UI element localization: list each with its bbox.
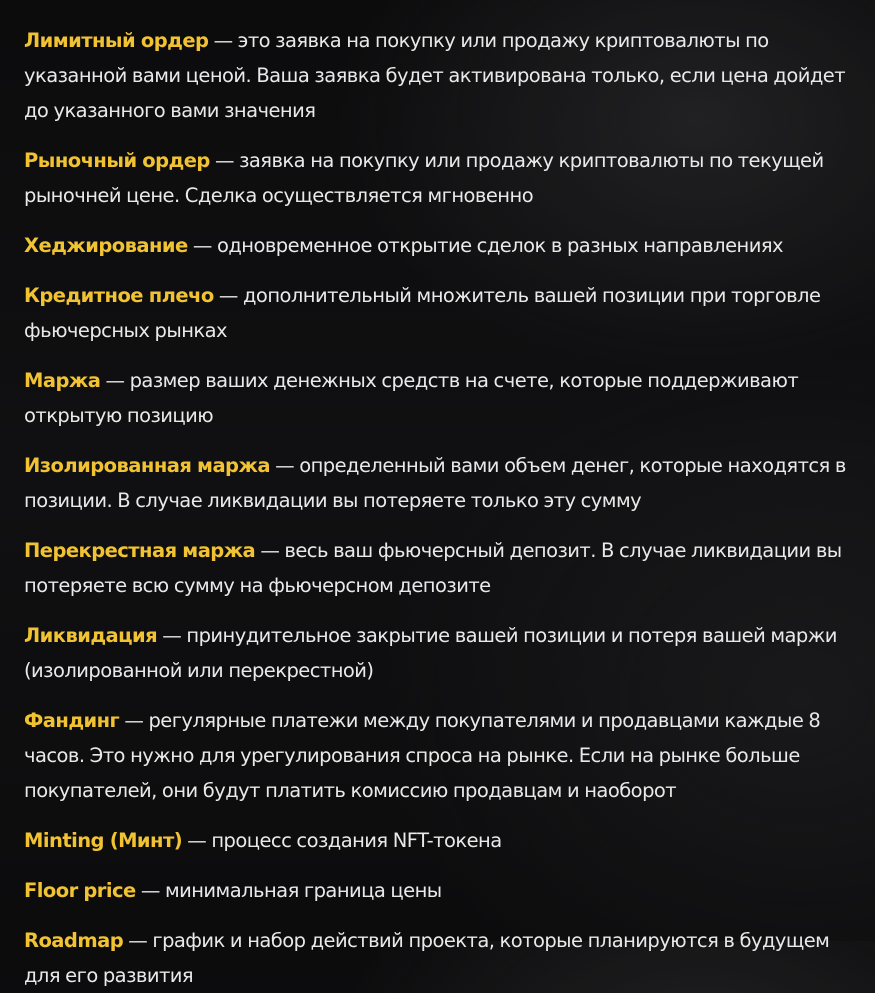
separator-dash: —: [213, 284, 243, 307]
term-label: Ликвидация: [24, 624, 158, 647]
glossary-entry-funding: [24, 703, 865, 808]
glossary-entry-isolated-margin: [24, 448, 865, 518]
glossary-entry-liquidation: [24, 618, 865, 688]
term-label: Floor price: [24, 879, 136, 902]
glossary-entry-hedging: [24, 228, 865, 263]
separator-dash: —: [187, 234, 217, 257]
separator-dash: —: [157, 624, 187, 647]
separator-dash: —: [119, 709, 149, 732]
definition-text: размер ваших денежных средств на счете, которые поддерживают открытую позицию: [24, 369, 799, 427]
glossary-entry-cross-margin: [24, 533, 865, 603]
term-label: Roadmap: [24, 929, 124, 952]
term-label: Minting (Минт): [24, 829, 183, 852]
term-label: Фандинг: [24, 709, 120, 732]
glossary-entry-leverage: [24, 278, 865, 348]
term-label: Маржа: [24, 369, 101, 392]
term-label: Хеджирование: [24, 234, 188, 257]
definition-text: заявка на покупку или продажу криптовалюты по текущей рыночней цене. Сделка осуществляется мгновенно: [24, 149, 824, 207]
term-label: Рыночный ордер: [24, 149, 210, 172]
glossary-entry-limit-order: [24, 23, 865, 128]
glossary-entry-floor-price: [24, 873, 865, 908]
definition-text: принудительное закрытие вашей позиции и потеря вашей маржи (изолированной или перекрестной): [24, 624, 837, 682]
definition-text: дополнительный множитель вашей позиции при торговле фьючерсных рынках: [24, 284, 821, 342]
separator-dash: —: [182, 829, 212, 852]
definition-text: регулярные платежи между покупателями и продавцами каждые 8 часов. Это нужно для урегулирования спроса на рынке. Если на рынке больше покупателей, они будут платить комиссию продавцам и наоборот: [24, 709, 821, 802]
definition-text: график и набор действий проекта, которые планируются в будущем для его развития: [24, 929, 830, 987]
glossary-entry-margin: [24, 363, 865, 433]
definition-text: определенный вами объем денег, которые находятся в позиции. В случае ликвидации вы потеряете только эту сумму: [24, 454, 846, 512]
glossary-entry-roadmap: [24, 923, 865, 993]
separator-dash: —: [208, 29, 238, 52]
term-label: Изолированная маржа: [24, 454, 270, 477]
term-label: Лимитный ордер: [24, 29, 209, 52]
term-label: Кредитное плечо: [24, 284, 214, 307]
separator-dash: —: [135, 879, 165, 902]
definition-text: одновременное открытие сделок в разных направлениях: [216, 234, 784, 257]
definition-text: весь ваш фьючерсный депозит. В случае ликвидации вы потеряете всю сумму на фьючерсном депозите: [24, 539, 842, 597]
definition-text: процесс создания NFT-токена: [211, 829, 502, 852]
separator-dash: —: [123, 929, 153, 952]
definition-text: минимальная граница цены: [164, 879, 442, 902]
separator-dash: —: [255, 539, 285, 562]
separator-dash: —: [269, 454, 300, 477]
separator-dash: —: [209, 149, 240, 172]
separator-dash: —: [100, 369, 130, 392]
glossary-entry-market-order: [24, 143, 865, 213]
definition-text: это заявка на покупку или продажу криптовалюты по указанной вами ценой. Ваша заявка будет активирована только, если цена дойдет до указанного вами значения: [24, 29, 846, 122]
glossary-entry-minting: [24, 823, 865, 858]
term-label: Перекрестная маржа: [24, 539, 256, 562]
